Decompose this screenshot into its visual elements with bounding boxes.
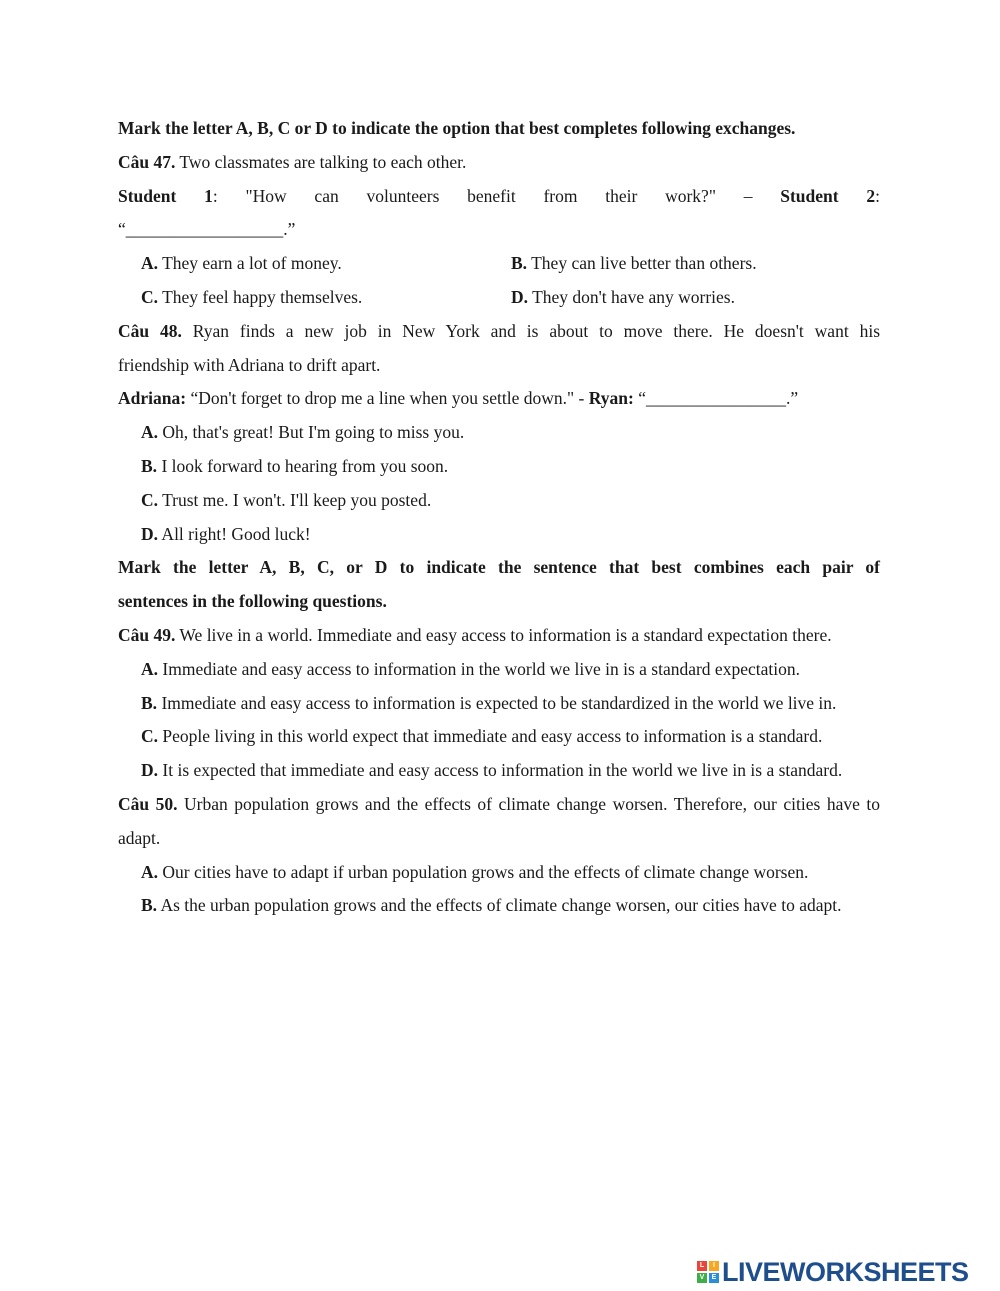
option-48-b[interactable]: B. I look forward to hearing from you soon. [141,455,449,476]
question-47-prompt: Câu 47. Two classmates are talking to each other. [118,151,467,172]
logo-block-l: L [697,1261,707,1271]
liveworksheets-logo [697,1258,969,1286]
question-48-prompt-cont: friendship with Adriana to drift apart. [118,354,381,375]
question-47-options-row-1 [118,247,880,281]
logo-block-v: V [697,1273,707,1283]
option-48-c[interactable]: C. Trust me. I won't. I'll keep you posted. [141,489,432,510]
logo-blocks-icon [697,1261,719,1283]
question-47-options-row-2 [118,281,880,315]
option-49-b[interactable]: B. Immediate and easy access to information is expected to be standardized in the world we live in. [141,692,837,713]
logo-text: LIVEWORKSHEETS [722,1257,969,1287]
option-49-c[interactable]: C. People living in this world expect that immediate and easy access to information is a standard. [141,726,823,747]
option-47-a[interactable]: A. They earn a lot of money. [141,253,342,274]
option-48-d[interactable]: D. All right! Good luck! [141,523,311,544]
option-49-d[interactable]: D. It is expected that immediate and easy access to information in the world we live in is a standard. [141,760,843,781]
question-50-prompt: Câu 50. Urban population grows and the effects of climate change worsen. Therefore, our cities have to adapt. [118,793,881,848]
question-47-dialogue: Student 1: "How can volunteers benefit from their work?" – Student 2: [118,185,880,206]
logo-block-e: E [709,1273,719,1283]
question-48-dialogue: Adriana: “Don't forget to drop me a line when you settle down." - Ryan: “________________.” [118,388,799,409]
logo-block-i: I [709,1261,719,1271]
instruction-combine-line-2: sentences in the following questions. [118,591,387,612]
option-50-a[interactable]: A. Our cities have to adapt if urban population grows and the effects of climate change worsen. [141,861,809,882]
question-48-prompt: Câu 48. Ryan finds a new job in New York and is about to move there. He doesn't want his [118,320,880,341]
instruction-combine-line-1: Mark the letter A, B, C, or D to indicate the sentence that best combines each pair of [118,557,880,578]
option-47-d[interactable]: D. They don't have any worries. [511,286,735,307]
question-49-prompt: Câu 49. We live in a world. Immediate and easy access to information is a standard expectation there. [118,624,832,645]
option-47-b[interactable]: B. They can live better than others. [511,253,757,274]
option-47-c[interactable]: C. They feel happy themselves. [141,286,363,307]
instruction-exchanges: Mark the letter A, B, C or D to indicate the option that best completes following exchanges. [118,118,796,138]
option-49-a[interactable]: A. Immediate and easy access to information in the world we live in is a standard expectation. [141,658,800,679]
question-47-blank: “__________________.” [118,219,296,240]
worksheet-page [118,112,880,923]
option-50-b[interactable]: B. As the urban population grows and the effects of climate change worsen, our cities have to adapt. [141,895,842,916]
option-48-a[interactable]: A. Oh, that's great! But I'm going to miss you. [141,422,465,443]
